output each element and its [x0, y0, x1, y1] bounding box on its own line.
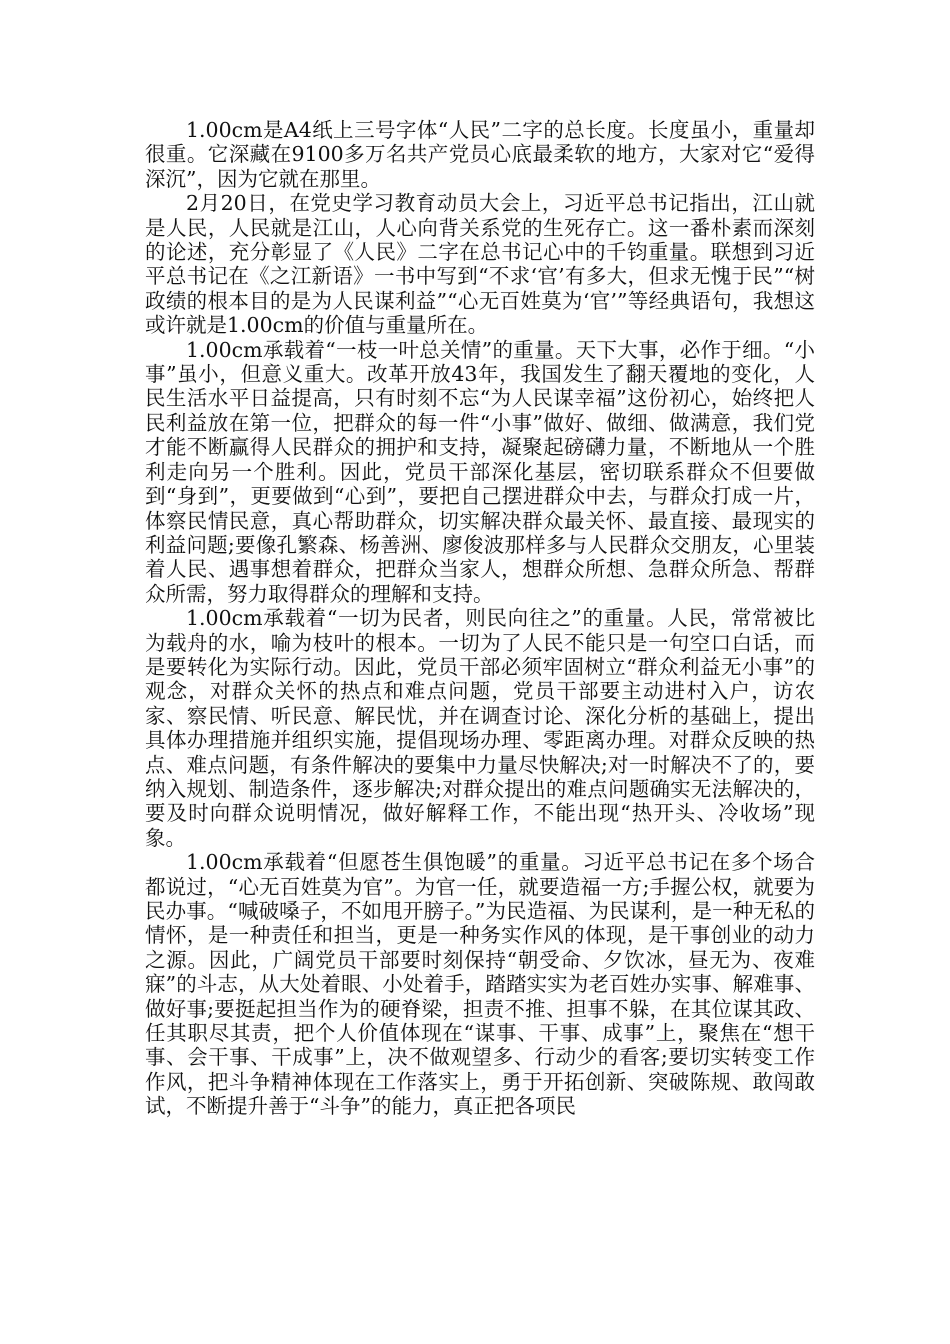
paragraph-4: 1.00cm承载着“一切为民者，则民向往之”的重量。人民，常常被比为载舟的水，喻为枝叶的根本。一切为了人民不能只是一句空口白话，而是要转化为实际行动。因此，党员干部必须牢固树立“群众利益无小事”的观念，对群众关怀的热点和难点问题，党员干部要主动进村入户，访农家、察民情、听民意、解民忧，并在调查讨论、深化分析的基础上，提出具体办理措施并组织实施，提倡现场办理、零距离办理。对群众反映的热点、难点问题，有条件解决的要集中力量尽快解决;对一时解决不了的，要纳入规划、制造条件，逐步解决;对群众提出的难点问题确实无法解决的，要及时向群众说明情况，做好解释工作，不能出现“热开头、冷收场”现象。	[145, 606, 815, 850]
document-body	[145, 118, 815, 1119]
paragraph-5: 1.00cm承载着“但愿苍生俱饱暖”的重量。习近平总书记在多个场合都说过，“心无百姓莫为官”。为官一任，就要造福一方;手握公权，就要为民办事。“喊破嗓子，不如甩开膀子。”为民造福、为民谋利，是一种无私的情怀，是一种责任和担当，更是一种务实作风的体现，是干事创业的动力之源。因此，广阔党员干部要时刻保持“朝受命、夕饮冰，昼无为、夜难寐”的斗志，从大处着眼、小处着手，踏踏实实为老百姓办实事、解难事、做好事;要挺起担当作为的硬脊梁，担责不推、担事不躲，在其位谋其政、任其职尽其责，把个人价值体现在“谋事、干事、成事”上，聚焦在“想干事、会干事、干成事”上，决不做观望多、行动少的看客;要切实转变工作作风，把斗争精神体现在工作落实上，勇于开拓创新、突破陈规、敢闯敢试，不断提升善于“斗争”的能力，真正把各项民	[145, 850, 815, 1119]
paragraph-3: 1.00cm承载着“一枝一叶总关情”的重量。天下大事，必作于细。“小事”虽小，但意义重大。改革开放43年，我国发生了翻天覆地的变化，人民生活水平日益提高，只有时刻不忘“为人民谋幸福”这份初心，始终把人民利益放在第一位，把群众的每一件“小事”做好、做细、做满意，我们党才能不断赢得人民群众的拥护和支持，凝聚起磅礴力量，不断地从一个胜利走向另一个胜利。因此，党员干部深化基层，密切联系群众不但要做到“身到”，更要做到“心到”，要把自己摆进群众中去，与群众打成一片，体察民情民意，真心帮助群众，切实解决群众最关怀、最直接、最现实的利益问题;要像孔繁森、杨善洲、廖俊波那样多与人民群众交朋友，心里装着人民、遇事想着群众，把群众当家人，想群众所想、急群众所急、帮群众所需，努力取得群众的理解和支持。	[145, 337, 815, 606]
paragraph-1: 1.00cm是A4纸上三号字体“人民”二字的总长度。长度虽小，重量却很重。它深藏在9100多万名共产党员心底最柔软的地方，大家对它“爱得深沉”，因为它就在那里。	[145, 118, 815, 191]
paragraph-2: 2月20日，在党史学习教育动员大会上，习近平总书记指出，江山就是人民，人民就是江山，人心向背关系党的生死存亡。这一番朴素而深刻的论述，充分彰显了《人民》二字在总书记心中的千钧重量。联想到习近平总书记在《之江新语》一书中写到“不求‘官’有多大，但求无愧于民”“树政绩的根本目的是为人民谋利益”“心无百姓莫为‘官’”等经典语句，我想这或许就是1.00cm的价值与重量所在。	[145, 191, 815, 338]
